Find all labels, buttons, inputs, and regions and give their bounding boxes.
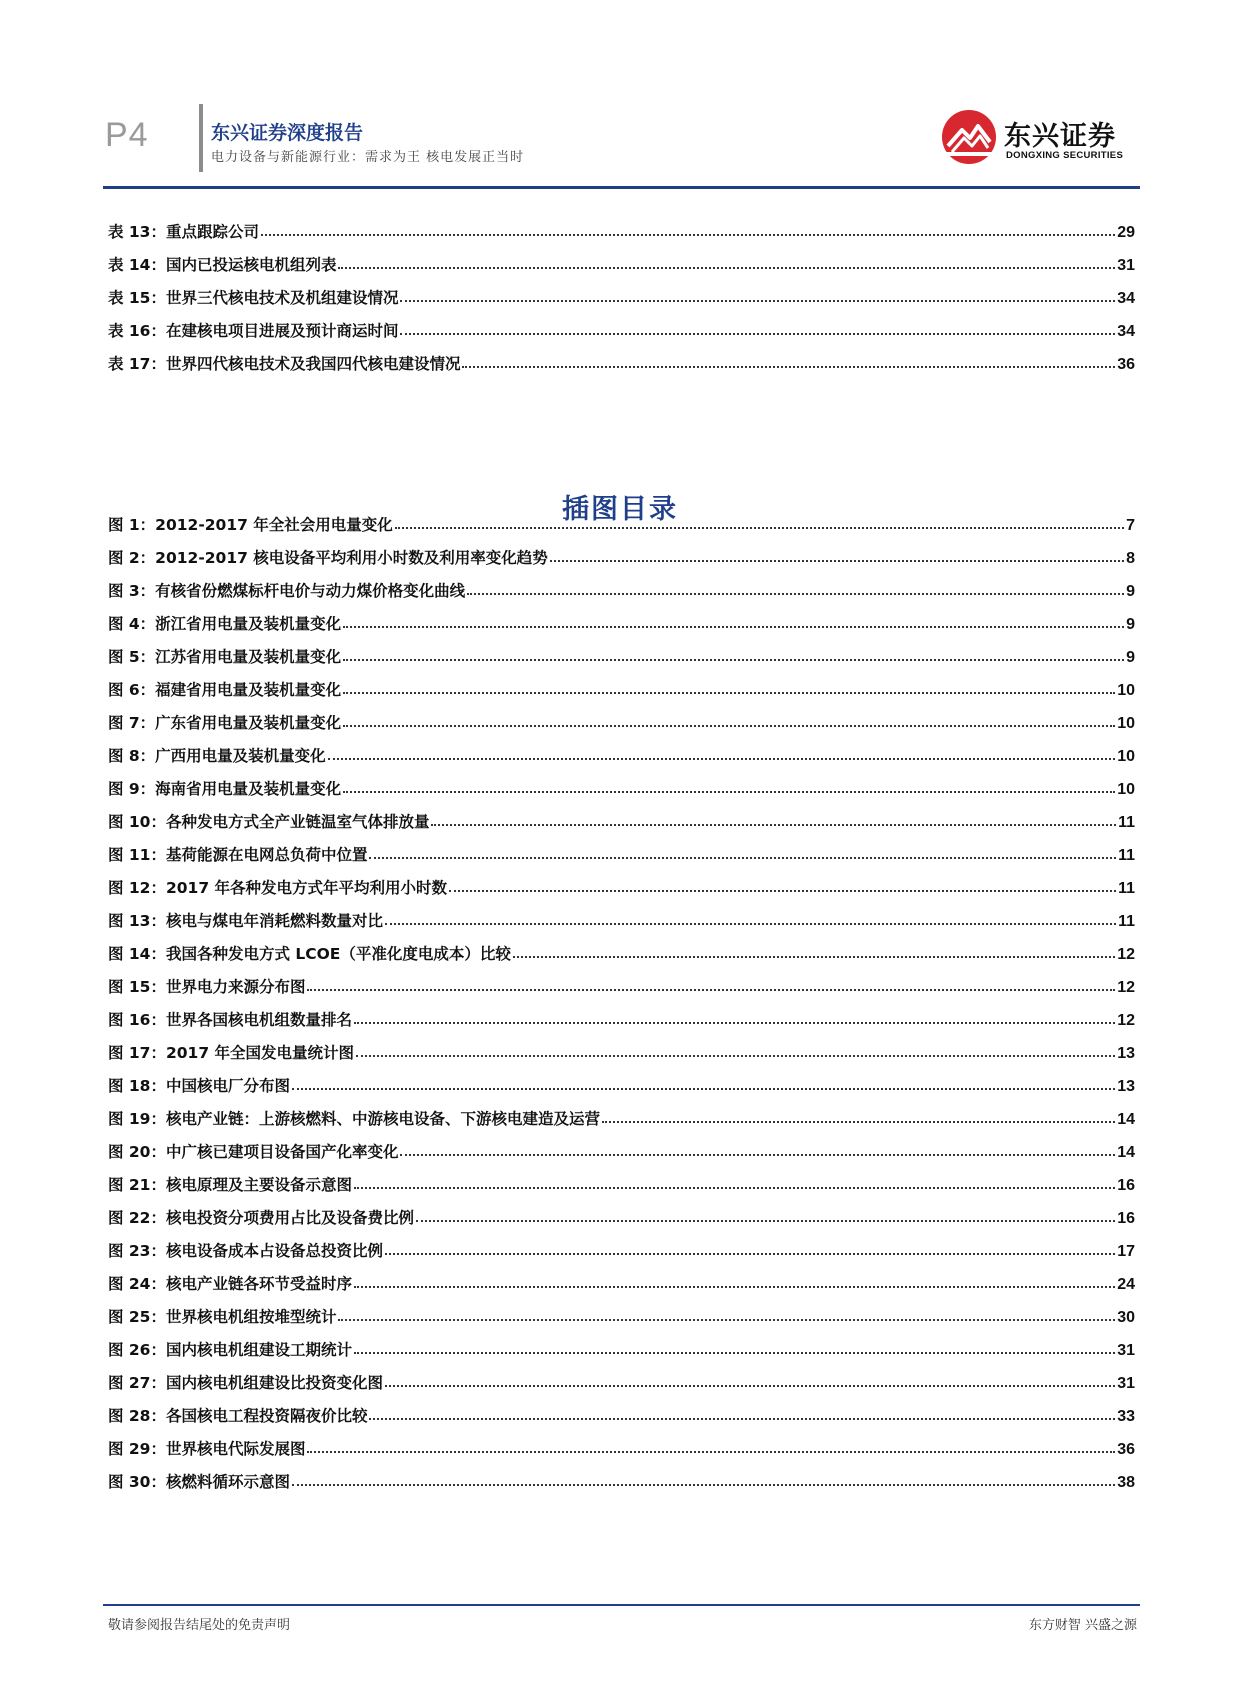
toc-dot-leader xyxy=(343,659,1124,661)
toc-figure-entry[interactable] xyxy=(108,931,1135,964)
toc-entry-page: 16 xyxy=(1117,1210,1135,1227)
toc-figure-entry[interactable] xyxy=(108,799,1135,832)
toc-figure-entry[interactable] xyxy=(108,1459,1135,1492)
toc-entry-page: 10 xyxy=(1117,781,1135,798)
toc-figure-entry[interactable] xyxy=(108,1162,1135,1195)
toc-entry-page: 10 xyxy=(1117,682,1135,699)
toc-entry-page: 11 xyxy=(1118,913,1135,930)
toc-entry-page: 36 xyxy=(1117,356,1135,373)
toc-entry-page: 9 xyxy=(1126,649,1135,666)
toc-entry-label: 图 14：我国各种发电方式 LCOE（平准化度电成本）比较 xyxy=(108,945,511,963)
toc-dot-leader xyxy=(400,333,1115,335)
toc-entry-page: 24 xyxy=(1117,1276,1135,1293)
toc-dot-leader xyxy=(385,923,1116,925)
table-of-figures xyxy=(108,502,1135,1492)
toc-entry-label: 图 20：中广核已建项目设备国产化率变化 xyxy=(108,1143,399,1161)
toc-entry-page: 38 xyxy=(1117,1474,1135,1491)
toc-entry-page: 36 xyxy=(1117,1441,1135,1458)
logo-chinese-name: 东兴证券 xyxy=(1004,121,1116,152)
toc-figure-entry[interactable] xyxy=(108,997,1135,1030)
toc-dot-leader xyxy=(369,857,1116,859)
toc-entry-page: 33 xyxy=(1117,1408,1135,1425)
header-rule xyxy=(103,186,1140,189)
toc-entry-page: 29 xyxy=(1117,224,1135,241)
toc-entry-page: 9 xyxy=(1126,616,1135,633)
toc-figure-entry[interactable] xyxy=(108,502,1135,535)
toc-entry-label: 图 4：浙江省用电量及装机量变化 xyxy=(108,615,342,633)
toc-dot-leader xyxy=(416,1220,1115,1222)
toc-entry-page: 31 xyxy=(1117,257,1135,274)
toc-entry-label: 表 15：世界三代核电技术及机组建设情况 xyxy=(108,289,399,307)
toc-dot-leader xyxy=(369,1418,1115,1420)
toc-entry-page: 12 xyxy=(1117,946,1135,963)
toc-dot-leader xyxy=(400,300,1115,302)
report-header xyxy=(103,104,1140,194)
toc-figure-entry[interactable] xyxy=(108,832,1135,865)
toc-entry-page: 11 xyxy=(1118,880,1135,897)
toc-entry-label: 图 24：核电产业链各环节受益时序 xyxy=(108,1275,352,1293)
toc-figure-entry[interactable] xyxy=(108,700,1135,733)
toc-dot-leader xyxy=(385,1385,1115,1387)
toc-figure-entry[interactable] xyxy=(108,766,1135,799)
footer-slogan: 东方财智 兴盛之源 xyxy=(1028,1618,1137,1633)
toc-dot-leader xyxy=(513,956,1115,958)
toc-figure-entry[interactable] xyxy=(108,1228,1135,1261)
toc-entry-label: 图 5：江苏省用电量及装机量变化 xyxy=(108,648,342,666)
toc-entry-label: 图 19：核电产业链：上游核燃料、中游核电设备、下游核电建造及运营 xyxy=(108,1110,600,1128)
toc-entry-page: 12 xyxy=(1117,979,1135,996)
toc-dot-leader xyxy=(261,234,1115,236)
toc-dot-leader xyxy=(307,1451,1115,1453)
figures-section-title: 插图目录 xyxy=(562,494,678,525)
toc-entry-page: 31 xyxy=(1117,1375,1135,1392)
toc-entry-page: 7 xyxy=(1126,517,1135,534)
toc-entry-label: 图 16：世界各国核电机组数量排名 xyxy=(108,1011,352,1029)
toc-entry-page: 17 xyxy=(1117,1243,1135,1260)
toc-dot-leader xyxy=(307,989,1115,991)
toc-entry-page: 13 xyxy=(1117,1078,1135,1095)
toc-dot-leader xyxy=(385,1253,1115,1255)
toc-figure-entry[interactable] xyxy=(108,898,1135,931)
toc-figure-entry[interactable] xyxy=(108,667,1135,700)
toc-entry-label: 表 16：在建核电项目进展及预计商运时间 xyxy=(108,322,399,340)
toc-dot-leader xyxy=(395,527,1124,529)
toc-dot-leader xyxy=(354,1187,1115,1189)
toc-entry-page: 16 xyxy=(1117,1177,1135,1194)
toc-table-entry[interactable] xyxy=(108,341,1135,374)
toc-dot-leader xyxy=(343,692,1115,694)
toc-entry-page: 12 xyxy=(1117,1012,1135,1029)
toc-table-entry[interactable] xyxy=(108,308,1135,341)
toc-dot-leader xyxy=(354,1022,1115,1024)
toc-figure-entry[interactable] xyxy=(108,601,1135,634)
toc-entry-label: 图 10：各种发电方式全产业链温室气体排放量 xyxy=(108,813,430,831)
toc-dot-leader xyxy=(354,1352,1115,1354)
page-number: P4 xyxy=(105,116,149,154)
toc-entry-page: 14 xyxy=(1117,1111,1135,1128)
toc-table-entry[interactable] xyxy=(108,209,1135,242)
toc-entry-label: 图 9：海南省用电量及装机量变化 xyxy=(108,780,342,798)
toc-entry-page: 13 xyxy=(1117,1045,1135,1062)
toc-figure-entry[interactable] xyxy=(108,1327,1135,1360)
toc-dot-leader xyxy=(343,626,1124,628)
toc-entry-label: 图 30：核燃料循环示意图 xyxy=(108,1473,290,1491)
toc-figure-entry[interactable] xyxy=(108,1426,1135,1459)
dongxing-logo-icon xyxy=(940,108,998,166)
toc-dot-leader xyxy=(356,1055,1115,1057)
toc-entry-label: 图 25：世界核电机组按堆型统计 xyxy=(108,1308,337,1326)
toc-entry-label: 图 13：核电与煤电年消耗燃料数量对比 xyxy=(108,912,383,930)
toc-entry-label: 图 8：广西用电量及装机量变化 xyxy=(108,747,326,765)
toc-entry-label: 图 22：核电投资分项费用占比及设备费比例 xyxy=(108,1209,414,1227)
toc-dot-leader xyxy=(292,1484,1115,1486)
toc-table-entry[interactable] xyxy=(108,275,1135,308)
toc-entry-page: 11 xyxy=(1118,847,1135,864)
toc-figure-entry[interactable] xyxy=(108,1030,1135,1063)
table-of-tables xyxy=(108,209,1135,374)
toc-figure-entry[interactable] xyxy=(108,1261,1135,1294)
toc-entry-label: 表 14：国内已投运核电机组列表 xyxy=(108,256,337,274)
header-divider xyxy=(199,104,203,172)
toc-entry-page: 34 xyxy=(1117,323,1135,340)
toc-figure-entry[interactable] xyxy=(108,1195,1135,1228)
toc-figure-entry[interactable] xyxy=(108,634,1135,667)
toc-entry-page: 34 xyxy=(1117,290,1135,307)
report-brand-title: 东兴证券深度报告 xyxy=(211,122,364,144)
toc-dot-leader xyxy=(338,1319,1115,1321)
toc-entry-label: 图 29：世界核电代际发展图 xyxy=(108,1440,306,1458)
toc-figure-entry[interactable] xyxy=(108,1360,1135,1393)
toc-dot-leader xyxy=(550,560,1124,562)
toc-figure-entry[interactable] xyxy=(108,1393,1135,1426)
toc-dot-leader xyxy=(343,791,1115,793)
toc-entry-page: 11 xyxy=(1118,814,1135,831)
toc-table-entry[interactable] xyxy=(108,242,1135,275)
footer-rule xyxy=(103,1604,1140,1606)
toc-dot-leader xyxy=(292,1088,1115,1090)
toc-entry-label: 图 28：各国核电工程投资隔夜价比较 xyxy=(108,1407,368,1425)
report-subtitle: 电力设备与新能源行业：需求为王 核电发展正当时 xyxy=(211,150,525,165)
toc-entry-page: 31 xyxy=(1117,1342,1135,1359)
toc-figure-entry[interactable] xyxy=(108,964,1135,997)
toc-entry-label: 图 2：2012-2017 核电设备平均利用小时数及利用率变化趋势 xyxy=(108,549,548,567)
toc-entry-label: 图 7：广东省用电量及装机量变化 xyxy=(108,714,342,732)
logo-english-name: DONGXING SECURITIES xyxy=(1006,150,1124,161)
toc-entry-label: 表 13：重点跟踪公司 xyxy=(108,223,259,241)
toc-figure-entry[interactable] xyxy=(108,568,1135,601)
toc-figure-entry[interactable] xyxy=(108,1063,1135,1096)
toc-entry-label: 图 27：国内核电机组建设比投资变化图 xyxy=(108,1374,383,1392)
toc-entry-page: 14 xyxy=(1117,1144,1135,1161)
toc-dot-leader xyxy=(354,1286,1115,1288)
toc-dot-leader xyxy=(431,824,1116,826)
toc-dot-leader xyxy=(602,1121,1115,1123)
toc-dot-leader xyxy=(462,366,1115,368)
toc-entry-page: 10 xyxy=(1117,748,1135,765)
toc-dot-leader xyxy=(343,725,1115,727)
toc-entry-label: 图 3：有核省份燃煤标杆电价与动力煤价格变化曲线 xyxy=(108,582,466,600)
toc-figure-entry[interactable] xyxy=(108,535,1135,568)
toc-entry-label: 图 11：基荷能源在电网总负荷中位置 xyxy=(108,846,368,864)
toc-entry-label: 图 6：福建省用电量及装机量变化 xyxy=(108,681,342,699)
toc-entry-label: 图 26：国内核电机组建设工期统计 xyxy=(108,1341,352,1359)
toc-figure-entry[interactable] xyxy=(108,1129,1135,1162)
toc-entry-label: 图 1：2012-2017 年全社会用电量变化 xyxy=(108,516,393,534)
toc-dot-leader xyxy=(449,890,1116,892)
toc-entry-page: 9 xyxy=(1126,583,1135,600)
toc-entry-label: 图 15：世界电力来源分布图 xyxy=(108,978,306,996)
company-logo xyxy=(940,108,1140,168)
toc-figure-entry[interactable] xyxy=(108,1096,1135,1129)
toc-figure-entry[interactable] xyxy=(108,733,1135,766)
toc-entry-label: 图 21：核电原理及主要设备示意图 xyxy=(108,1176,352,1194)
footer-disclaimer: 敬请参阅报告结尾处的免责声明 xyxy=(108,1618,291,1633)
toc-dot-leader xyxy=(467,593,1124,595)
toc-entry-label: 表 17：世界四代核电技术及我国四代核电建设情况 xyxy=(108,355,461,373)
toc-entry-page: 30 xyxy=(1117,1309,1135,1326)
toc-figure-entry[interactable] xyxy=(108,1294,1135,1327)
toc-dot-leader xyxy=(338,267,1115,269)
toc-entry-label: 图 23：核电设备成本占设备总投资比例 xyxy=(108,1242,383,1260)
toc-figure-entry[interactable] xyxy=(108,865,1135,898)
toc-entry-label: 图 12：2017 年各种发电方式年平均利用小时数 xyxy=(108,879,448,897)
toc-entry-page: 8 xyxy=(1126,550,1135,567)
toc-entry-label: 图 18：中国核电厂分布图 xyxy=(108,1077,290,1095)
toc-entry-label: 图 17：2017 年全国发电量统计图 xyxy=(108,1044,355,1062)
toc-entry-page: 10 xyxy=(1117,715,1135,732)
toc-dot-leader xyxy=(400,1154,1115,1156)
toc-dot-leader xyxy=(328,758,1116,760)
